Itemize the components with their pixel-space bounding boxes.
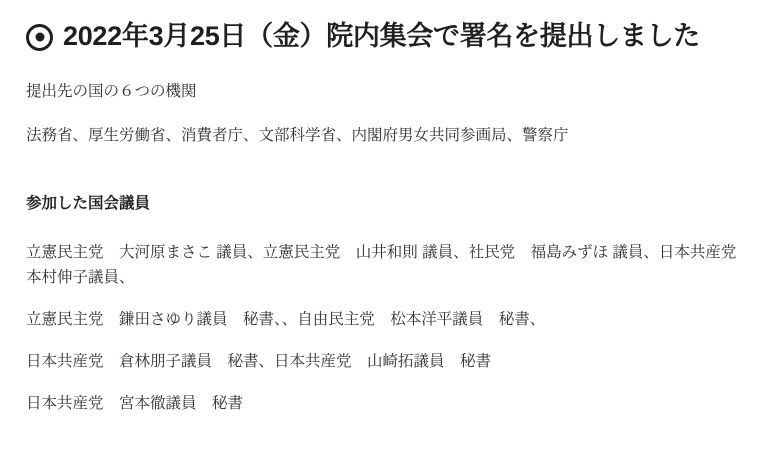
- page-title-text: 2022年3月25日（金）院内集会で署名を提出しました: [63, 21, 701, 51]
- section-heading-participating-diet-members: 参加した国会議員: [26, 195, 151, 213]
- spacer-after-title: [26, 54, 753, 80]
- spacer-before-section: [26, 148, 753, 192]
- diet-member-list: [26, 240, 753, 417]
- page-title: [26, 18, 753, 54]
- list-item: 立憲民主党 大河原まさこ 議員、立憲民主党 山井和則 議員、社民党 福島みずほ 議員、日本共産党 本村伸子議員、: [26, 243, 752, 286]
- spacer-after-targets-label: [26, 104, 753, 124]
- filled-circle-bullet-icon: [26, 24, 53, 51]
- spacer-after-section-heading: [26, 216, 753, 240]
- submission-targets-label: 提出先の国の６つの機関: [26, 83, 197, 101]
- list-item: 日本共産党 宮本徹議員 秘書: [26, 395, 244, 413]
- list-item: 日本共産党 倉林朋子議員 秘書、日本共産党 山崎拓議員 秘書: [26, 353, 492, 371]
- list-item: 立憲民主党 鎌田さゆり議員 秘書、、自由民主党 松本洋平議員 秘書、: [26, 310, 546, 328]
- submission-targets-list: 法務省、厚生労働省、消費者庁、文部科学省、内閣府男女共同参画局、警察庁: [26, 127, 569, 145]
